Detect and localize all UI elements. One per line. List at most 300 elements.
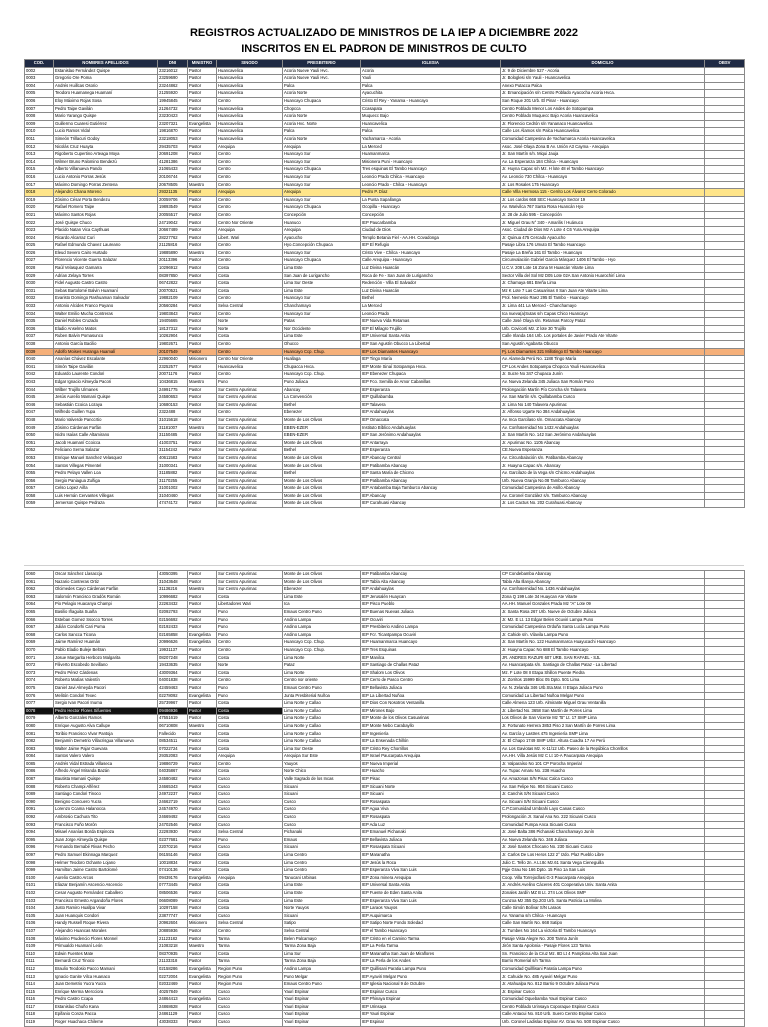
- cell-obsv: [705, 158, 745, 166]
- cell-synod: Sur Centro Apurimac: [217, 386, 283, 394]
- cell-dni: Fallecido: [158, 730, 188, 738]
- cell-role: Pastor: [188, 189, 217, 197]
- cell-dni: 21123182: [158, 935, 188, 943]
- cell-role: Pastor: [188, 578, 217, 586]
- cell-address: Pgje Grau No 166 Dpto. 15 Piso 1a San Luis: [501, 867, 705, 875]
- cell-address: Sn. Francisco de la Cruz Mz. 8D Lt 4 Pamplona Alta San Juan: [501, 950, 705, 958]
- cell-presbytery: Huancayo Sur: [283, 181, 361, 189]
- cell-code: 0066: [25, 616, 54, 624]
- cell-role: Pastor: [188, 654, 217, 662]
- cell-presbytery: Bethel: [283, 401, 361, 409]
- cell-synod: Huancavelica: [217, 82, 283, 90]
- cell-role: Pastor: [188, 348, 217, 356]
- cell-presbytery: Lima Este: [283, 333, 361, 341]
- cell-address: Jr. Andrés Avelino Cáceres 401 Cooperativa Univ. Santa Anita: [501, 882, 705, 890]
- cell-synod: Centro: [217, 249, 283, 257]
- cell-address: Tabla Alta Illanya Abancay: [501, 578, 705, 586]
- table-row: [25, 639, 745, 647]
- cell-role: Evangelista: [188, 874, 217, 882]
- cell-synod: Huancavelica: [217, 113, 283, 121]
- table-row: [25, 654, 745, 662]
- cell-church: Luz Divina Huascán: [361, 265, 501, 273]
- cell-presbytery: Hyo.Concepción Chupaca: [283, 242, 361, 250]
- cell-presbytery: Yauyos: [283, 760, 361, 768]
- cell-name: Wilber Trujillo Ulmanes: [54, 386, 158, 394]
- cell-address: Av. Circunbalación s/n. Patibamba Abancay: [501, 454, 705, 462]
- cell-presbytery: Sicuani: [283, 791, 361, 799]
- table-row: [25, 272, 745, 280]
- cell-name: Mario Yarango Quispe: [54, 113, 158, 121]
- cell-name: Alejandro Huancas Morales: [54, 927, 158, 935]
- cell-role: Pastor: [188, 829, 217, 837]
- cell-address: Jr. Tumbes No 164 La victoria El Tambo Huancayo: [501, 927, 705, 935]
- cell-dni: 41003751: [158, 439, 188, 447]
- cell-address: Jr. Zorritos 15999 Bloc 05 Dpto. 501 Lima: [501, 677, 705, 685]
- cell-dni: 24580653: [158, 394, 188, 402]
- cell-address: Jr. Canchis S/N Sicuani Cusco: [501, 791, 705, 799]
- cell-name: Benigno Concuero Yucra: [54, 798, 158, 806]
- cell-role: Pastor: [188, 745, 217, 753]
- table-row: [25, 143, 745, 151]
- cell-obsv: [705, 768, 745, 776]
- cell-role: Pastor: [188, 783, 217, 791]
- cell-code: 0115: [25, 988, 54, 996]
- cell-presbytery: Yauri Espinar: [283, 1011, 361, 1019]
- table-row: [25, 798, 745, 806]
- cell-code: 0023: [25, 227, 54, 235]
- cell-address: Jr. Cahuide No. 485 Ayaviri Melgar Puno: [501, 973, 705, 981]
- cell-role: Pastor: [188, 310, 217, 318]
- table-row: [25, 432, 745, 440]
- cell-dni: 31001002: [158, 485, 188, 493]
- table-row: [25, 965, 745, 973]
- cell-name: Santiago Condori Tinoco: [54, 791, 158, 799]
- cell-dni: 10262904: [158, 333, 188, 341]
- cell-church: IEP Rosaspata: [361, 814, 501, 822]
- cell-dni: 31170255: [158, 477, 188, 485]
- cell-obsv: [705, 348, 745, 356]
- cell-presbytery: Acoria Hvc. Norte: [283, 120, 361, 128]
- cell-address: Jr. Valparaíso No 101 CP Porocha Imperial: [501, 760, 705, 768]
- cell-synod: Centro: [217, 760, 283, 768]
- cell-dni: 20678505: [158, 181, 188, 189]
- cell-name: Fidel Augusto Castro Castro: [54, 280, 158, 288]
- cell-presbytery: Lima Este: [283, 882, 361, 890]
- cell-code: 0109: [25, 943, 54, 951]
- cell-address: Centro Poblado Muquecc Bajo Acoria Huancavelica: [501, 113, 705, 121]
- table-row: [25, 462, 745, 470]
- cell-dni: 19803843: [158, 310, 188, 318]
- cell-church: Leoncio Prado: [361, 310, 501, 318]
- cell-name: Sebas Bartolomé Balvin Huamaní: [54, 287, 158, 295]
- cell-presbytery: Huancayo Ccp. Chup.: [283, 646, 361, 654]
- cell-name: Carlos Sancca Ticona: [54, 631, 158, 639]
- cell-name: Alejandro Chana Moreno: [54, 189, 158, 197]
- cell-synod: Centro: [217, 151, 283, 159]
- cell-obsv: [705, 363, 745, 371]
- cell-code: 0015: [25, 166, 54, 174]
- header-col-code: COD.: [25, 60, 54, 68]
- cell-dni: 19886729: [158, 760, 188, 768]
- table-row: [25, 303, 745, 311]
- table-row: [25, 485, 745, 493]
- cell-church: IEP Cristo Rey Chorrillos: [361, 745, 501, 753]
- cell-obsv: [705, 791, 745, 799]
- cell-synod: Huancavelica: [217, 90, 283, 98]
- cell-role: Pastor: [188, 593, 217, 601]
- cell-church: IEP Presbiterio Andino Lampa: [361, 624, 501, 632]
- cell-role: Pastor: [188, 234, 217, 242]
- cell-role: Pastor: [188, 257, 217, 265]
- cell-synod: Costa: [217, 272, 283, 280]
- cell-church: IEP La Libertad Nuñoa: [361, 692, 501, 700]
- table-row: [25, 669, 745, 677]
- cell-role: Pastor: [188, 409, 217, 417]
- cell-code: 0100: [25, 874, 54, 882]
- cell-code: 0009: [25, 120, 54, 128]
- cell-presbytery: Cusco: [283, 798, 361, 806]
- cell-role: Misionero: [188, 356, 217, 364]
- cell-obsv: [705, 950, 745, 958]
- cell-synod: Costa: [217, 882, 283, 890]
- cell-obsv: [705, 242, 745, 250]
- cell-synod: Puno: [217, 378, 283, 386]
- cell-role: Maestro: [188, 378, 217, 386]
- cell-role: Pastor: [188, 173, 217, 181]
- cell-role: Evangelista: [188, 996, 217, 1004]
- cell-synod: Costa: [217, 333, 283, 341]
- cell-presbytery: Huancayo Sur: [283, 196, 361, 204]
- cell-address: CE.Nueva Esperanza: [501, 447, 705, 455]
- cell-name: Rigoberto Cupertino Arteaga Moya: [54, 151, 158, 159]
- cell-synod: Costa: [217, 738, 283, 746]
- cell-code: 0051: [25, 439, 54, 447]
- cell-obsv: [705, 684, 745, 692]
- cell-code: 0046: [25, 401, 54, 409]
- cell-obsv: [705, 462, 745, 470]
- cell-synod: Arequipa: [217, 189, 283, 197]
- cell-church: Ayacuchita: [361, 90, 501, 98]
- cell-dni: 06155146: [158, 851, 188, 859]
- cell-role: Pastor: [188, 492, 217, 500]
- cell-presbytery: Huancayo Sur: [283, 151, 361, 159]
- cell-code: 0065: [25, 608, 54, 616]
- cell-presbytery: Yauri Espinar: [283, 988, 361, 996]
- cell-name: Mario Valverde Panccrtio: [54, 416, 158, 424]
- cell-obsv: [705, 492, 745, 500]
- cell-church: IEP Yauri Espinar: [361, 1011, 501, 1019]
- cell-obsv: [705, 1003, 745, 1011]
- cell-church: IEP Satipo Norte Fondo Soledad: [361, 920, 501, 928]
- cell-role: Pastor: [188, 859, 217, 867]
- cell-address: Jr. San Martín No. 142 San Jerónimo Andahuaylas: [501, 432, 705, 440]
- cell-address: Asoc. José Olaya Zona B Av. Unión A3 Cayma - Arequipa: [501, 143, 705, 151]
- cell-dni: 29435703: [158, 143, 188, 151]
- cell-role: Pastor: [188, 477, 217, 485]
- page-break: [24, 565, 744, 566]
- cell-presbytery: Emaus Centro Puno: [283, 608, 361, 616]
- cell-name: Rafael Edmundo Chavez Laureano: [54, 242, 158, 250]
- cell-address: Comunidad Campesina Orduña Santa Lucía Lampa Puno: [501, 624, 705, 632]
- cell-synod: Costa: [217, 905, 283, 913]
- cell-code: 0084: [25, 753, 54, 761]
- cell-role: Pastor: [188, 814, 217, 822]
- cell-presbytery: Norte Chico: [283, 768, 361, 776]
- cell-code: 0106: [25, 920, 54, 928]
- cell-church: IEP Cerro de Pasco Centro: [361, 677, 501, 685]
- cell-address: Urb. Coronel Ladislao Espinar AV. Grau No. 500 Espinar Cusco: [501, 1019, 705, 1027]
- cell-synod: Centro: [217, 158, 283, 166]
- cell-code: 0089: [25, 791, 54, 799]
- cell-role: Pastor: [188, 935, 217, 943]
- table-row: [25, 821, 745, 829]
- cell-synod: Selva Central: [217, 920, 283, 928]
- cell-dni: 08397850: [158, 272, 188, 280]
- table-row: [25, 386, 745, 394]
- cell-dni: 43050395: [158, 571, 188, 579]
- cell-presbytery: Emaus Centro Puno: [283, 981, 361, 989]
- cell-synod: Huancavelica: [217, 67, 283, 75]
- cell-code: 0092: [25, 814, 54, 822]
- cell-dni: 20071176: [158, 371, 188, 379]
- header-col-synod: SINODO: [217, 60, 283, 68]
- cell-name: Edwin Fuentes Mate: [54, 950, 158, 958]
- cell-church: IEP Maranatha San Juan de Miraflores: [361, 950, 501, 958]
- cell-role: Pastor: [188, 738, 217, 746]
- cell-church: Ocopilla - Huancayo: [361, 204, 501, 212]
- cell-role: Pastor: [188, 67, 217, 75]
- cell-dni: 19802671: [158, 340, 188, 348]
- cell-address: Centro Poblado Menor Los Andes de Sotopampa: [501, 105, 705, 113]
- cell-obsv: [705, 500, 745, 508]
- cell-code: 0107: [25, 927, 54, 935]
- cell-church: IEP Ingeniería: [361, 730, 501, 738]
- cell-synod: Tarma: [217, 935, 283, 943]
- cell-role: Maestro: [188, 181, 217, 189]
- cell-dni: 20667489: [158, 227, 188, 235]
- cell-code: 0031: [25, 287, 54, 295]
- cell-synod: Cusco: [217, 844, 283, 852]
- cell-presbytery: Huancayo Sur: [283, 158, 361, 166]
- cell-presbytery: La Convención: [283, 394, 361, 402]
- cell-church: IEP Auquimarca: [361, 912, 501, 920]
- cell-name: Francisco Fuño Morón: [54, 821, 158, 829]
- cell-synod: Sur Centro Apurimac: [217, 447, 283, 455]
- table-row: [25, 806, 745, 814]
- cell-code: 0116: [25, 996, 54, 1004]
- cell-address: Jr. Santa Rosa 267 Urb. Nueve de Octubre Juliaca: [501, 608, 705, 616]
- cell-address: Jr. Libertad No. 3658 San Martín de Porres Lima: [501, 707, 705, 715]
- cell-synod: Costa: [217, 768, 283, 776]
- cell-name: Julián Condorhi Cari Puma: [54, 624, 158, 632]
- cell-address: Urb. Covicorti Mz. Z lote 30 Trujillo: [501, 325, 705, 333]
- cell-synod: Centro Nor Oriente: [217, 219, 283, 227]
- cell-dni: 07410136: [158, 867, 188, 875]
- cell-obsv: [705, 90, 745, 98]
- cell-code: 0054: [25, 462, 54, 470]
- cell-name: Edgar Ignacio Almeyda Pacori: [54, 378, 158, 386]
- cell-presbytery: Andino Lampa: [283, 965, 361, 973]
- table-row: [25, 75, 745, 83]
- cell-synod: Sur Centro Apurimac: [217, 401, 283, 409]
- cell-church: IEP Espinar Cusco: [361, 988, 501, 996]
- cell-code: 0025: [25, 242, 54, 250]
- cell-dni: 42459463: [158, 684, 188, 692]
- cell-name: Helmer Teodoro Ochante Lojano: [54, 859, 158, 867]
- table-row: [25, 631, 745, 639]
- cell-dni: 06710808: [158, 722, 188, 730]
- cell-church: IEP Rosaspata: [361, 798, 501, 806]
- cell-role: Pastor: [188, 905, 217, 913]
- table-row: [25, 958, 745, 966]
- cell-name: Máximo Prudencio Flores Monnel: [54, 935, 158, 943]
- cell-obsv: [705, 105, 745, 113]
- cell-name: Luis Hernán Cervantes Villegas: [54, 492, 158, 500]
- cell-synod: Cusco: [217, 821, 283, 829]
- cell-dni: 02156692: [158, 616, 188, 624]
- cell-dni: 02165858: [158, 631, 188, 639]
- cell-presbytery: Huancayo Sur: [283, 173, 361, 181]
- cell-code: 0010: [25, 128, 54, 136]
- cell-name: Máximo Domingo Porras Zentena: [54, 181, 158, 189]
- cell-code: 0080: [25, 722, 54, 730]
- cell-presbytery: Lima Este: [283, 593, 361, 601]
- cell-dni: 02377681: [158, 836, 188, 844]
- cell-obsv: [705, 272, 745, 280]
- cell-address: Prolongación Jr. Sanal Ana No. 222 Sicuani Cusco: [501, 814, 705, 822]
- cell-synod: Costa: [217, 745, 283, 753]
- cell-code: 0039: [25, 348, 54, 356]
- cell-obsv: [705, 181, 745, 189]
- cell-synod: Cusco: [217, 912, 283, 920]
- cell-dni: 23259690: [158, 75, 188, 83]
- cell-presbytery: Monte de Los Olivos: [283, 454, 361, 462]
- cell-address: Av. Confraternidad No. 1436 Andahuaylas: [501, 586, 705, 594]
- cell-presbytery: Sicuani: [283, 783, 361, 791]
- cell-code: 0072: [25, 662, 54, 670]
- ministers-table-top: [24, 59, 745, 508]
- cell-role: Evangelista: [188, 973, 217, 981]
- cell-dni: 04001838: [158, 677, 188, 685]
- cell-role: Pastor: [188, 272, 217, 280]
- cell-synod: Sur Centro Apurimac: [217, 462, 283, 470]
- cell-obsv: [705, 371, 745, 379]
- cell-obsv: [705, 844, 745, 852]
- cell-name: Roberto Matías Valentín: [54, 677, 158, 685]
- cell-church: IEP Esperanza: [361, 447, 501, 455]
- cell-presbytery: Selva Central: [283, 927, 361, 935]
- cell-code: 0049: [25, 424, 54, 432]
- cell-synod: Puno: [217, 631, 283, 639]
- cell-address: Pasaje Vista Alegre No. 200 Tarma Junín: [501, 935, 705, 943]
- cell-address: Comunidad Pumpa Anca Sicuani Cusco: [501, 821, 705, 829]
- cell-church: IEP El Milagro Trujillo: [361, 325, 501, 333]
- cell-name: Estanislao Chuño Kana: [54, 1003, 158, 1011]
- cell-code: 0013: [25, 151, 54, 159]
- cell-address: Pj. Los Diamantes 321 Millotingo El Tambo Huancayo: [501, 348, 705, 356]
- cell-obsv: [705, 280, 745, 288]
- cell-name: Celso Lopez Aiña: [54, 485, 158, 493]
- cell-church: IEP San Agustín Obucco La Libertad: [361, 340, 501, 348]
- cell-name: Roberto Champi Alférez: [54, 783, 158, 791]
- cell-presbytery: Junta Presbiterial Nuñoa: [283, 692, 361, 700]
- cell-role: Pastor: [188, 798, 217, 806]
- cell-name: Ruben Balvin Pomasunco: [54, 333, 158, 341]
- cell-code: 0006: [25, 97, 54, 105]
- cell-synod: Huancavelica: [217, 105, 283, 113]
- cell-presbytery: Tarma Zona Baja: [283, 958, 361, 966]
- cell-role: Pastor: [188, 882, 217, 890]
- cell-code: 0097: [25, 851, 54, 859]
- cell-obsv: [705, 447, 745, 455]
- cell-presbytery: Yauri Espinar: [283, 1003, 361, 1011]
- cell-name: Epifanio Conza Pacca: [54, 1011, 158, 1019]
- cell-code: 0082: [25, 738, 54, 746]
- cell-obsv: [705, 745, 745, 753]
- table-header-row: [25, 60, 745, 68]
- cell-role: Pastor: [188, 227, 217, 235]
- table-row: [25, 211, 745, 219]
- cell-presbytery: Huancayo Chupaca: [283, 97, 361, 105]
- cell-synod: Huancavelica: [217, 75, 283, 83]
- cell-role: Pastor: [188, 768, 217, 776]
- cell-dni: 24972237: [158, 791, 188, 799]
- cell-church: IEP Paucarbamba: [361, 219, 501, 227]
- cell-code: 0030: [25, 280, 54, 288]
- cell-obsv: [705, 981, 745, 989]
- cell-code: 0024: [25, 234, 54, 242]
- cell-obsv: [705, 394, 745, 402]
- cell-name: Simeón Trillacuri Godoy: [54, 135, 158, 143]
- cell-address: Jr. Bologlesi s/n Yauli - Huancavelica: [501, 75, 705, 83]
- table-row: [25, 715, 745, 723]
- cell-code: 0105: [25, 912, 54, 920]
- cell-church: IEP Pisco Pueblo: [361, 601, 501, 609]
- cell-dni: 02092793: [158, 608, 188, 616]
- cell-name: Pablo Eladio Buleje Beltran: [54, 646, 158, 654]
- cell-code: 0002: [25, 67, 54, 75]
- cell-dni: 43038333: [158, 1019, 188, 1027]
- cell-synod: Costa: [217, 265, 283, 273]
- cell-presbytery: Tanucani Urbinas: [283, 874, 361, 882]
- cell-presbytery: Acoria Nueve Yauli Hvc.: [283, 75, 361, 83]
- cell-church: IEP Fuente de Eden Santa Anita: [361, 889, 501, 897]
- cell-dni: 22960040: [158, 356, 188, 364]
- cell-dni: 04035867: [158, 768, 188, 776]
- table-row: [25, 882, 745, 890]
- cell-dni: 20560284: [158, 303, 188, 311]
- cell-role: Pastor: [188, 401, 217, 409]
- cell-role: Pastor: [188, 432, 217, 440]
- cell-address: Calle Simón Bolívar S/N Laraos: [501, 905, 705, 913]
- table-row: [25, 935, 745, 943]
- cell-church: IEP Patibamba Abancay: [361, 462, 501, 470]
- cell-church: IEP Iglesia Nacional 9 de Octubre: [361, 981, 501, 989]
- cell-address: Jr. Chamaya 681 Breña Lima: [501, 280, 705, 288]
- cell-name: Lucio Antonio Porras Jesús: [54, 173, 158, 181]
- cell-synod: Huancavelica: [217, 363, 283, 371]
- cell-church: IEP el Tambo Huancayo: [361, 927, 501, 935]
- cell-presbytery: Norte Yauyos: [283, 905, 361, 913]
- cell-address: Comunidad Oquebamba Yauri Espinar Cusco: [501, 996, 705, 1004]
- cell-address: San Agustín Agabarta Obucco: [501, 340, 705, 348]
- cell-church: IEP Abancay Central: [361, 454, 501, 462]
- cell-dni: 07022724: [158, 745, 188, 753]
- cell-address: Sector Villa del Sol Mz D05 Lote 02A San Antonio Huarochirí Lima: [501, 272, 705, 280]
- table-row: [25, 768, 745, 776]
- header-col-role: MINISTRO: [188, 60, 217, 68]
- cell-dni: 2322488: [158, 409, 188, 417]
